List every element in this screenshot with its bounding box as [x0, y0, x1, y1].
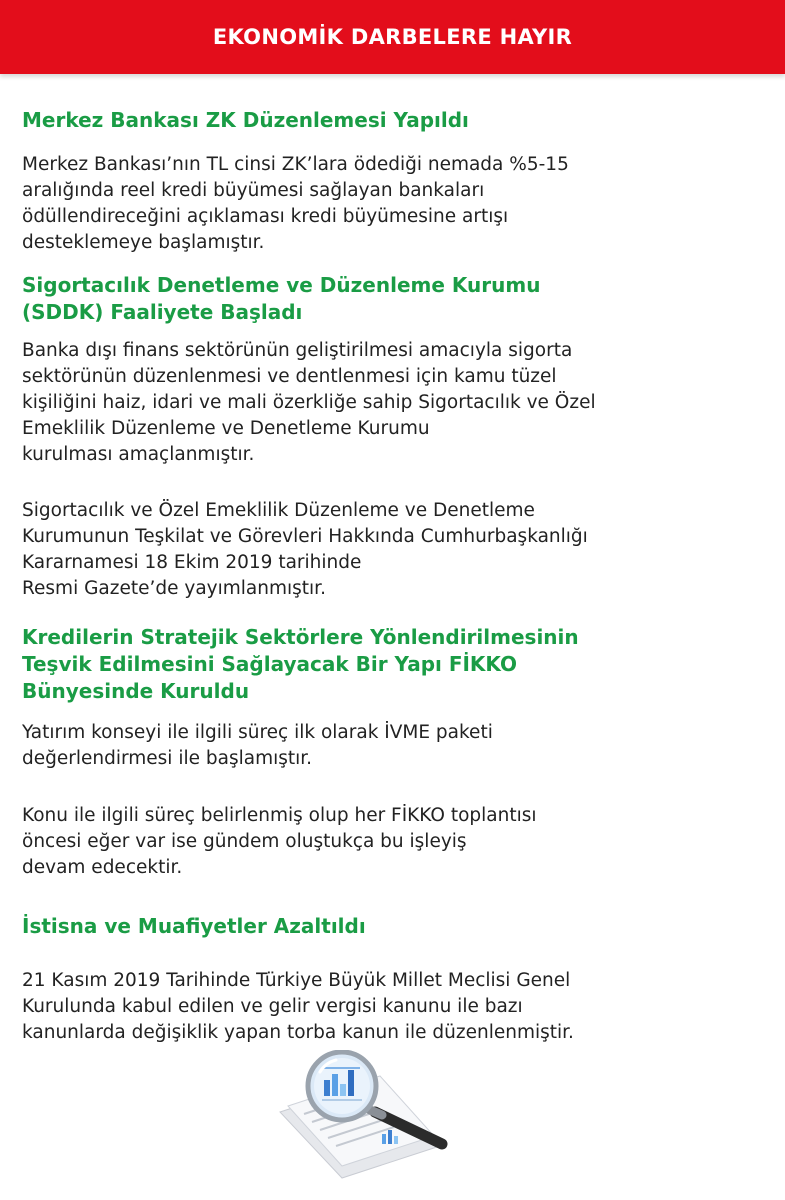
section-paragraph-fikko-2: Konu ile ilgili süreç belirlenmiş olup her FİKKO toplantısı öncesi eğer var ise gündem oluştukça bu işleyiş devam edecektir.: [22, 805, 537, 878]
section-paragraph-sddk-2: Sigortacılık ve Özel Emeklilik Düzenleme ve Denetleme Kurumunun Teşkilat ve Görevleri Hakkında Cumhurbaşkanlığı Kararnamesi 18 Ekim 2019 tarihinde Resmi Gazete’de yayımlanmıştır.: [22, 500, 588, 599]
magnifier-document-icon: [270, 1050, 470, 1194]
section-paragraph-istisna: 21 Kasım 2019 Tarihinde Türkiye Büyük Millet Meclisi Genel Kurulunda kabul edilen ve gelir vergisi kanunu ile bazı kanunlarda değişiklik yapan torba kanun ile düzenlenmiştir.: [22, 970, 574, 1043]
section-paragraph-sddk-1: Banka dışı finans sektörünün geliştirilmesi amacıyla sigorta sektörünün düzenlenmesi ve dentlenmesi için kamu tüzel kişiliğini haiz, idari ve mali özerkliğe sahip Sigortacılık ve Özel Emeklilik Düzenleme ve Denetleme Kurumu kurulması amaçlanmıştır.: [22, 340, 596, 465]
section-heading-zk: Merkez Bankası ZK Düzenlemesi Yapıldı: [22, 108, 469, 132]
section-heading-istisna: İstisna ve Muafiyetler Azaltıldı: [22, 914, 366, 938]
section-heading-fikko: Kredilerin Stratejik Sektörlere Yönlendirilmesinin Teşvik Edilmesini Sağlayacak Bir Yapı FİKKO Bünyesinde Kuruldu: [22, 625, 579, 703]
header-banner: [0, 0, 785, 74]
section-heading-sddk: Sigortacılık Denetleme ve Düzenleme Kurumu (SDDK) Faaliyete Başladı: [22, 273, 541, 324]
section-paragraph-zk: Merkez Bankası’nın TL cinsi ZK’lara ödediği nemada %5-15 aralığında reel kredi büyümesi sağlayan bankaları ödüllendireceğini açıklaması kredi büyümesine artışı desteklemeye başlamıştır.: [22, 154, 569, 253]
section-paragraph-fikko-1: Yatırım konseyi ile ilgili süreç ilk olarak İVME paketi değerlendirmesi ile başlamıştır.: [22, 722, 493, 769]
banner-title: EKONOMİK DARBELERE HAYIR: [212, 25, 573, 49]
